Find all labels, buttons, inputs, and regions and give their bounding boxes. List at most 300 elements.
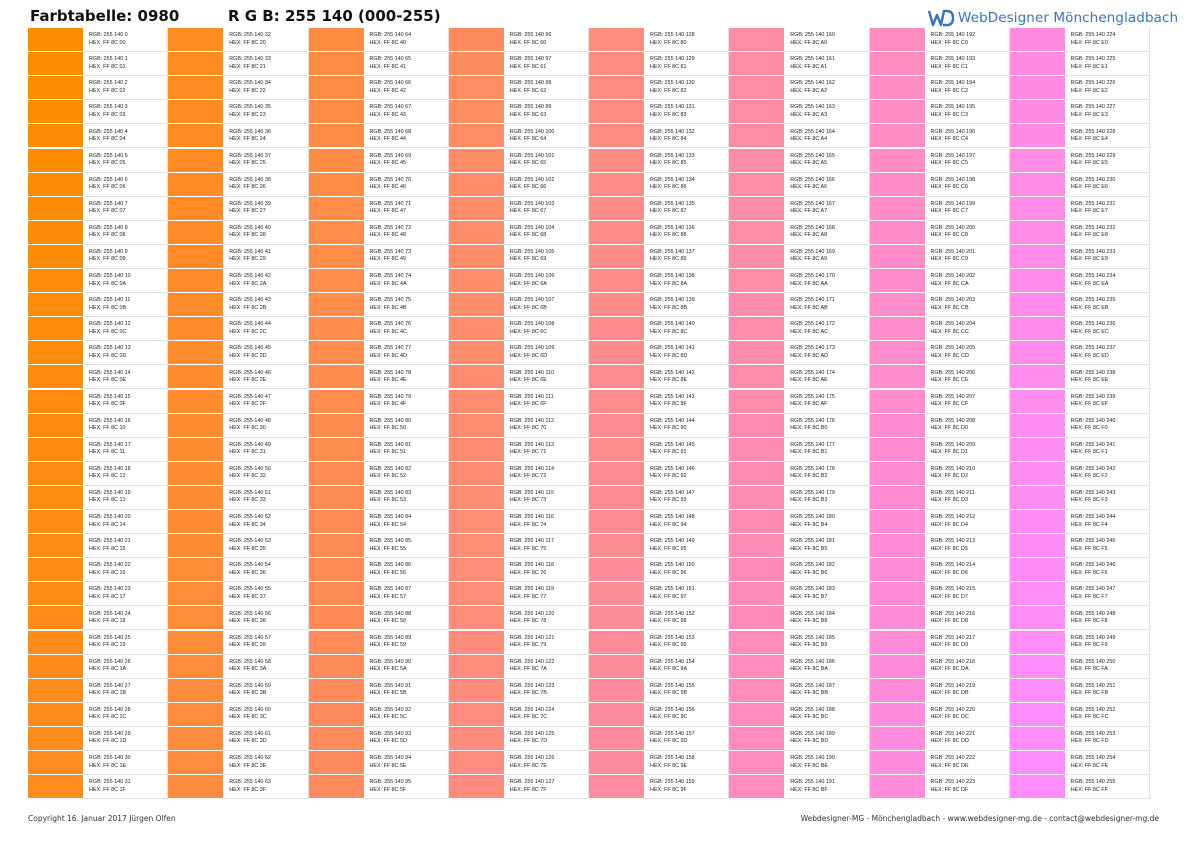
color-swatch xyxy=(168,486,223,509)
color-swatch xyxy=(589,631,644,654)
color-swatch xyxy=(168,293,223,316)
color-swatch xyxy=(28,100,83,123)
hex-value: HEX: FF 8C C0 xyxy=(930,39,968,46)
hex-value: HEX: FF 8C 5D xyxy=(369,738,407,745)
rgb-value: RGB: 255 140 201 xyxy=(930,249,976,256)
color-info xyxy=(925,510,1010,534)
color-swatch xyxy=(589,293,644,316)
color-info xyxy=(1065,149,1150,173)
color-swatch xyxy=(729,293,784,316)
color-swatch xyxy=(309,341,364,364)
hex-value: HEX: FF 8C 9A xyxy=(650,666,688,673)
color-info xyxy=(1065,438,1150,462)
color-swatch xyxy=(870,679,925,702)
color-info xyxy=(504,703,589,727)
color-cell xyxy=(870,558,1010,582)
color-cell xyxy=(28,679,168,703)
color-info xyxy=(925,582,1010,606)
hex-value: HEX: FF 8C 8C xyxy=(650,328,688,335)
color-info xyxy=(644,582,729,606)
color-swatch xyxy=(729,751,784,774)
hex-value: HEX: FF 8C 3F xyxy=(229,786,267,793)
color-cell xyxy=(309,631,449,655)
color-info xyxy=(784,52,869,76)
color-swatch xyxy=(449,221,504,244)
color-swatch xyxy=(28,390,83,413)
hex-value: HEX: FF 8C FD xyxy=(1070,738,1109,745)
rgb-value: RGB: 255 140 37 xyxy=(229,152,271,159)
hex-value: HEX: FF 8C A4 xyxy=(790,135,828,142)
color-cell xyxy=(28,558,168,582)
color-info xyxy=(1065,703,1150,727)
color-cell xyxy=(589,414,729,438)
color-info xyxy=(784,173,869,197)
color-cell xyxy=(729,28,869,52)
color-cell xyxy=(729,173,869,197)
color-swatch xyxy=(28,751,83,774)
color-swatch xyxy=(589,486,644,509)
color-cell xyxy=(870,269,1010,293)
rgb-value: RGB: 255 140 86 xyxy=(369,562,412,569)
color-info xyxy=(223,727,308,751)
color-cell xyxy=(449,703,589,727)
color-info xyxy=(364,606,449,630)
color-cell xyxy=(309,293,449,317)
color-cell xyxy=(589,775,729,799)
color-cell xyxy=(589,582,729,606)
rgb-value: RGB: 255 140 75 xyxy=(369,297,412,304)
color-info xyxy=(1065,317,1150,341)
hex-value: HEX: FF 8C 04 xyxy=(89,135,126,142)
color-info xyxy=(784,558,869,582)
color-cell xyxy=(168,269,308,293)
color-swatch xyxy=(870,221,925,244)
hex-value: HEX: FF 8C 95 xyxy=(650,545,687,552)
color-info xyxy=(364,269,449,293)
color-info xyxy=(223,486,308,510)
color-info xyxy=(364,510,449,534)
color-info xyxy=(223,558,308,582)
color-cell xyxy=(168,149,308,173)
rgb-value: RGB: 255 140 36 xyxy=(229,128,271,135)
color-cell xyxy=(28,486,168,510)
color-info xyxy=(83,173,168,197)
color-swatch xyxy=(309,727,364,750)
color-cell xyxy=(870,197,1010,221)
hex-value: HEX: FF 8C D6 xyxy=(930,569,968,576)
color-swatch xyxy=(1010,317,1065,340)
color-swatch xyxy=(729,703,784,726)
rgb-value: RGB: 255 140 235 xyxy=(1070,297,1116,304)
color-swatch xyxy=(870,414,925,437)
color-cell xyxy=(870,293,1010,317)
color-cell xyxy=(168,606,308,630)
color-cell xyxy=(309,679,449,703)
color-info xyxy=(223,269,308,293)
rgb-value: RGB: 255 140 48 xyxy=(229,417,271,424)
color-info xyxy=(1065,558,1150,582)
color-swatch xyxy=(870,703,925,726)
color-info xyxy=(364,751,449,775)
color-info xyxy=(784,365,869,389)
color-swatch xyxy=(870,438,925,461)
color-info xyxy=(223,28,308,52)
hex-value: HEX: FF 8C 38 xyxy=(229,617,266,624)
color-swatch xyxy=(28,775,83,798)
color-info xyxy=(1065,197,1150,221)
color-info xyxy=(83,438,168,462)
color-cell xyxy=(729,462,869,486)
rgb-value: RGB: 255 140 185 xyxy=(790,634,835,641)
color-info xyxy=(925,245,1010,269)
hex-value: HEX: FF 8C 33 xyxy=(229,497,266,504)
color-swatch xyxy=(28,631,83,654)
hex-value: HEX: FF 8C 2E xyxy=(229,376,267,383)
color-swatch xyxy=(729,438,784,461)
color-cell xyxy=(729,52,869,76)
hex-value: HEX: FF 8C 69 xyxy=(509,256,547,263)
rgb-value: RGB: 255 140 170 xyxy=(790,273,835,280)
hex-value: HEX: FF 8C FA xyxy=(1070,666,1108,673)
hex-value: HEX: FF 8C 17 xyxy=(89,593,126,600)
hex-value: HEX: FF 8C B5 xyxy=(790,545,828,552)
color-swatch xyxy=(449,679,504,702)
hex-value: HEX: FF 8C 50 xyxy=(369,425,407,432)
hex-value: HEX: FF 8C FC xyxy=(1070,714,1109,721)
rgb-value: RGB: 255 140 117 xyxy=(509,538,555,545)
hex-value: HEX: FF 8C B6 xyxy=(790,569,828,576)
rgb-value: RGB: 255 140 91 xyxy=(369,682,412,689)
color-swatch xyxy=(309,221,364,244)
rgb-value: RGB: 255 140 187 xyxy=(790,682,835,689)
color-cell xyxy=(1010,606,1150,630)
color-cell xyxy=(1010,703,1150,727)
hex-value: HEX: FF 8C D1 xyxy=(930,449,968,456)
rgb-value: RGB: 255 140 54 xyxy=(229,562,271,569)
hex-value: HEX: FF 8C 1B xyxy=(89,690,127,697)
rgb-value: RGB: 255 140 184 xyxy=(790,610,835,617)
color-info xyxy=(925,751,1010,775)
color-swatch xyxy=(28,462,83,485)
color-cell xyxy=(1010,679,1150,703)
hex-value: HEX: FF 8C A2 xyxy=(790,87,828,94)
color-swatch xyxy=(870,149,925,172)
color-cell xyxy=(449,775,589,799)
hex-value: HEX: FF 8C 70 xyxy=(509,425,547,432)
color-swatch xyxy=(309,149,364,172)
color-cell xyxy=(168,775,308,799)
color-cell xyxy=(309,173,449,197)
rgb-value: RGB: 255 140 255 xyxy=(1070,779,1116,786)
color-info xyxy=(784,775,869,799)
color-swatch xyxy=(309,582,364,605)
rgb-value: RGB: 255 140 79 xyxy=(369,393,412,400)
color-swatch xyxy=(589,124,644,147)
rgb-value: RGB: 255 140 109 xyxy=(509,345,555,352)
hex-value: HEX: FF 8C 9E xyxy=(650,762,688,769)
rgb-value: RGB: 255 140 175 xyxy=(790,393,835,400)
rgb-value: RGB: 255 140 33 xyxy=(229,56,271,63)
color-swatch xyxy=(589,414,644,437)
color-swatch xyxy=(28,52,83,75)
color-cell xyxy=(309,28,449,52)
color-info xyxy=(644,269,729,293)
color-cell xyxy=(589,462,729,486)
color-cell xyxy=(449,727,589,751)
color-swatch xyxy=(309,76,364,99)
color-info xyxy=(504,269,589,293)
hex-value: HEX: FF 8C 7B xyxy=(509,690,547,697)
color-swatch xyxy=(870,245,925,268)
color-swatch xyxy=(449,100,504,123)
rgb-value: RGB: 255 140 15 xyxy=(89,393,131,400)
hex-value: HEX: FF 8C A5 xyxy=(790,160,828,167)
color-cell xyxy=(309,534,449,558)
hex-value: HEX: FF 8C 4D xyxy=(369,352,407,359)
color-cell xyxy=(729,438,869,462)
color-cell xyxy=(589,655,729,679)
color-info xyxy=(925,269,1010,293)
hex-value: HEX: FF 8C 40 xyxy=(369,39,407,46)
rgb-value: RGB: 255 140 254 xyxy=(1070,755,1116,762)
color-info xyxy=(504,173,589,197)
color-cell xyxy=(309,100,449,124)
hex-value: HEX: FF 8C EF xyxy=(1070,401,1109,408)
color-cell xyxy=(28,703,168,727)
color-cell xyxy=(589,606,729,630)
color-swatch xyxy=(309,703,364,726)
hex-value: HEX: FF 8C 8A xyxy=(650,280,688,287)
color-cell xyxy=(729,582,869,606)
color-swatch xyxy=(28,269,83,292)
color-swatch xyxy=(449,486,504,509)
hex-value: HEX: FF 8C EA xyxy=(1070,280,1109,287)
color-swatch xyxy=(729,606,784,629)
color-cell xyxy=(28,341,168,365)
rgb-value: RGB: 255 140 165 xyxy=(790,152,835,159)
color-swatch xyxy=(28,703,83,726)
color-info xyxy=(364,775,449,799)
color-swatch xyxy=(168,703,223,726)
color-swatch xyxy=(729,486,784,509)
hex-value: HEX: FF 8C 2A xyxy=(229,280,267,287)
rgb-value: RGB: 255 140 210 xyxy=(930,465,976,472)
rgb-value: RGB: 255 140 127 xyxy=(509,779,555,786)
color-swatch xyxy=(28,221,83,244)
color-info xyxy=(504,606,589,630)
color-swatch xyxy=(729,534,784,557)
color-cell xyxy=(168,751,308,775)
color-cell xyxy=(589,438,729,462)
hex-value: HEX: FF 8C F5 xyxy=(1070,545,1108,552)
color-swatch xyxy=(729,365,784,388)
color-cell xyxy=(589,245,729,269)
color-info xyxy=(504,631,589,655)
hex-value: HEX: FF 8C E4 xyxy=(1070,135,1108,142)
color-swatch xyxy=(168,173,223,196)
color-cell xyxy=(729,606,869,630)
color-cell xyxy=(309,124,449,148)
color-cell xyxy=(309,558,449,582)
rgb-value: RGB: 255 140 112 xyxy=(509,417,555,424)
color-cell xyxy=(589,317,729,341)
hex-value: HEX: FF 8C C7 xyxy=(930,208,968,215)
color-info xyxy=(644,534,729,558)
color-cell xyxy=(589,486,729,510)
color-info xyxy=(925,100,1010,124)
color-swatch xyxy=(309,269,364,292)
color-swatch xyxy=(168,727,223,750)
color-info xyxy=(784,221,869,245)
color-swatch xyxy=(870,390,925,413)
color-info xyxy=(644,317,729,341)
color-info xyxy=(1065,462,1150,486)
color-swatch xyxy=(1010,365,1065,388)
color-swatch xyxy=(589,269,644,292)
hex-value: HEX: FF 8C 79 xyxy=(509,642,547,649)
rgb-value: RGB: 255 140 224 xyxy=(1070,32,1116,39)
rgb-value: RGB: 255 140 93 xyxy=(369,731,412,738)
color-swatch xyxy=(168,317,223,340)
color-cell xyxy=(729,703,869,727)
color-cell xyxy=(168,221,308,245)
rgb-value: RGB: 255 140 239 xyxy=(1070,393,1116,400)
color-swatch xyxy=(449,269,504,292)
color-swatch xyxy=(870,28,925,51)
color-info xyxy=(1065,631,1150,655)
rgb-value: RGB: 255 140 183 xyxy=(790,586,835,593)
color-swatch xyxy=(28,534,83,557)
color-info xyxy=(784,462,869,486)
hex-value: HEX: FF 8C B8 xyxy=(790,617,828,624)
color-info xyxy=(1065,534,1150,558)
color-cell xyxy=(449,534,589,558)
rgb-value: RGB: 255 140 115 xyxy=(509,490,555,497)
color-cell xyxy=(589,52,729,76)
color-cell xyxy=(168,317,308,341)
rgb-value: RGB: 255 140 137 xyxy=(650,249,695,256)
hex-value: HEX: FF 8C 86 xyxy=(650,184,687,191)
hex-value: HEX: FF 8C 57 xyxy=(369,593,407,600)
color-info xyxy=(223,221,308,245)
color-swatch xyxy=(28,124,83,147)
color-swatch xyxy=(28,197,83,220)
rgb-value: RGB: 255 140 5 xyxy=(89,152,128,159)
color-info xyxy=(504,293,589,317)
rgb-value: RGB: 255 140 34 xyxy=(229,80,271,87)
hex-value: HEX: FF 8C C4 xyxy=(930,135,968,142)
color-swatch xyxy=(729,269,784,292)
color-info xyxy=(364,486,449,510)
color-info xyxy=(925,631,1010,655)
hex-value: HEX: FF 8C 7E xyxy=(509,762,547,769)
color-info xyxy=(504,655,589,679)
hex-value: HEX: FF 8C D2 xyxy=(930,473,968,480)
hex-value: HEX: FF 8C F1 xyxy=(1070,449,1108,456)
color-swatch xyxy=(168,775,223,798)
color-cell xyxy=(729,751,869,775)
color-swatch xyxy=(309,510,364,533)
color-cell xyxy=(1010,510,1150,534)
rgb-value: RGB: 255 140 132 xyxy=(650,128,695,135)
color-cell xyxy=(309,751,449,775)
color-swatch xyxy=(870,606,925,629)
color-info xyxy=(364,558,449,582)
color-info xyxy=(1065,293,1150,317)
color-cell xyxy=(28,245,168,269)
color-swatch xyxy=(589,52,644,75)
rgb-value: RGB: 255 140 214 xyxy=(930,562,976,569)
rgb-value: RGB: 255 140 191 xyxy=(790,779,835,786)
rgb-value: RGB: 255 140 159 xyxy=(650,779,695,786)
hex-value: HEX: FF 8C EB xyxy=(1070,304,1109,311)
rgb-value: RGB: 255 140 207 xyxy=(930,393,976,400)
hex-value: HEX: FF 8C 8B xyxy=(650,304,688,311)
hex-value: HEX: FF 8C 9D xyxy=(650,738,688,745)
rgb-value: RGB: 255 140 206 xyxy=(930,369,976,376)
color-info xyxy=(364,124,449,148)
color-info xyxy=(223,173,308,197)
color-cell xyxy=(1010,173,1150,197)
color-swatch xyxy=(589,221,644,244)
hex-value: HEX: FF 8C E8 xyxy=(1070,232,1108,239)
color-info xyxy=(925,76,1010,100)
color-swatch xyxy=(309,365,364,388)
color-info xyxy=(784,76,869,100)
color-swatch xyxy=(1010,462,1065,485)
rgb-value: RGB: 255 140 0 xyxy=(89,32,128,39)
color-info xyxy=(83,655,168,679)
color-cell xyxy=(870,703,1010,727)
color-cell xyxy=(1010,341,1150,365)
hex-value: HEX: FF 8C 98 xyxy=(650,617,687,624)
hex-value: HEX: FF 8C CC xyxy=(930,328,969,335)
hex-value: HEX: FF 8C 36 xyxy=(229,569,266,576)
color-swatch xyxy=(729,631,784,654)
color-info xyxy=(504,582,589,606)
color-swatch xyxy=(1010,76,1065,99)
color-swatch xyxy=(1010,558,1065,581)
color-swatch xyxy=(168,245,223,268)
color-info xyxy=(364,414,449,438)
color-swatch xyxy=(729,510,784,533)
color-swatch xyxy=(589,76,644,99)
color-cell xyxy=(729,221,869,245)
hex-value: HEX: FF 8C 5E xyxy=(369,762,407,769)
rgb-value: RGB: 255 140 95 xyxy=(369,779,412,786)
color-swatch xyxy=(870,269,925,292)
rgb-value: RGB: 255 140 151 xyxy=(650,586,695,593)
color-cell xyxy=(449,390,589,414)
hex-value: HEX: FF 8C 7C xyxy=(509,714,548,721)
rgb-value: RGB: 255 140 16 xyxy=(89,417,131,424)
hex-value: HEX: FF 8C 14 xyxy=(89,521,126,528)
color-cell xyxy=(309,655,449,679)
color-cell xyxy=(1010,197,1150,221)
color-info xyxy=(83,558,168,582)
color-cell xyxy=(870,341,1010,365)
color-cell xyxy=(449,606,589,630)
rgb-value: RGB: 255 140 143 xyxy=(650,393,695,400)
rgb-value: RGB: 255 140 243 xyxy=(1070,490,1116,497)
color-swatch xyxy=(1010,269,1065,292)
color-info xyxy=(223,775,308,799)
color-cell xyxy=(168,341,308,365)
color-info xyxy=(504,76,589,100)
rgb-value: RGB: 255 140 56 xyxy=(229,610,271,617)
color-swatch xyxy=(28,317,83,340)
color-info xyxy=(925,775,1010,799)
